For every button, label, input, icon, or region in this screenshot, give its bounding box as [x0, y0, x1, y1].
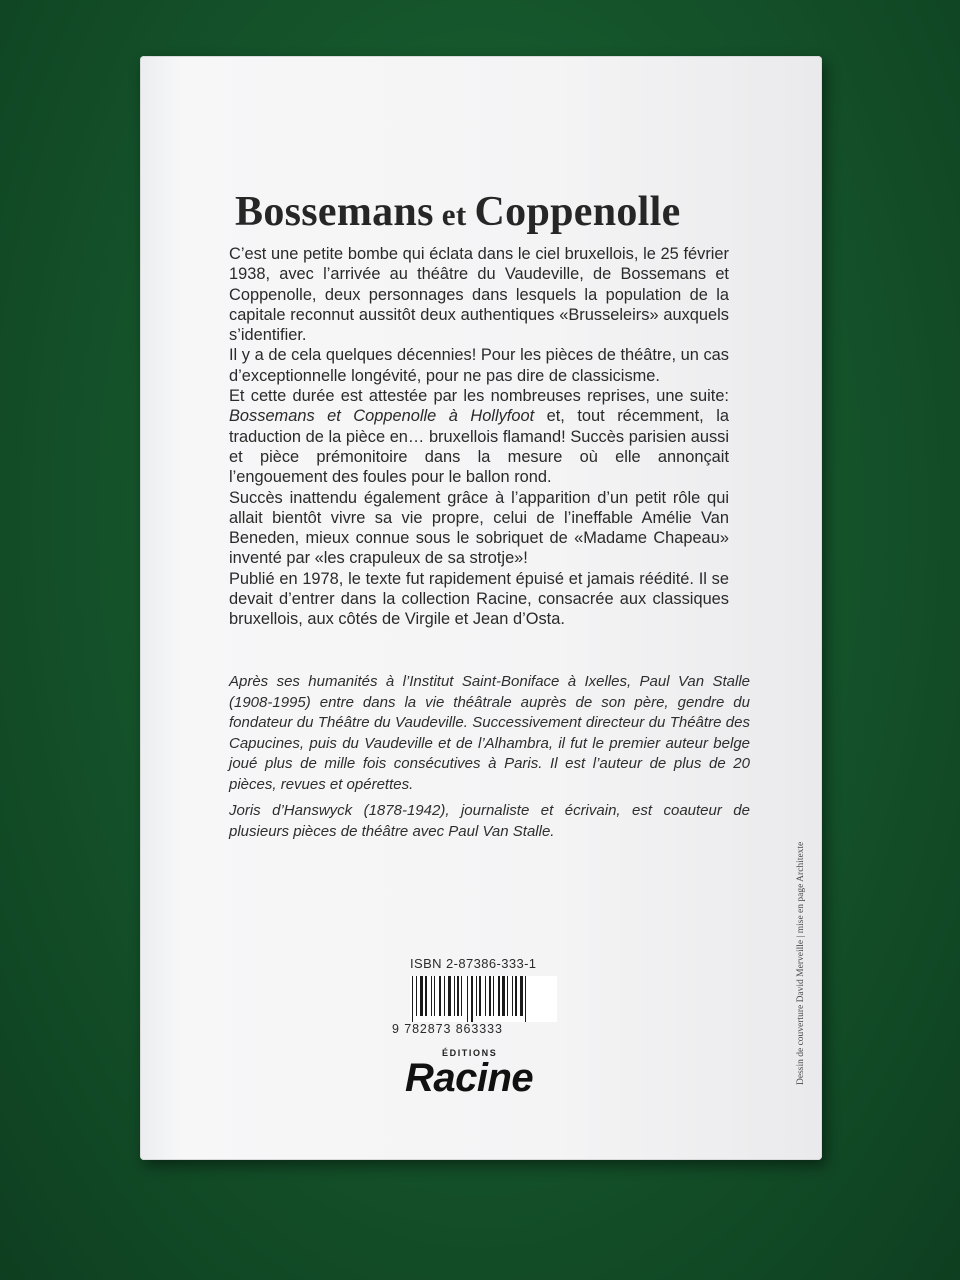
author-bio	[229, 672, 750, 848]
barcode-image	[410, 976, 557, 1022]
barcode-bar	[476, 976, 477, 1016]
barcode-bar	[471, 976, 473, 1022]
barcode-bar	[520, 976, 523, 1016]
isbn-label: ISBN 2-87386-333-1	[410, 956, 537, 971]
barcode-bar	[498, 976, 500, 1016]
blurb-reprises-italic: Bossemans et Coppenolle à Hollyfoot	[229, 407, 535, 426]
blurb-paragraph-2: Il y a de cela quelques décennies! Pour les pièces de théâtre, un cas d’exceptionnelle longévité, pour ne pas dire de classicisme.	[229, 346, 729, 385]
barcode-bar	[457, 976, 459, 1016]
barcode-bar	[425, 976, 427, 1016]
barcode-bar	[493, 976, 494, 1016]
barcode-bar	[479, 976, 481, 1016]
blurb-reprises-rest: et, tout récemment, la traduction de la pièce en… bruxellois flamand! Succès parisien aussi et pièce prémonitoire dans la mesure où elle annonçait l’engouement des foules pour le ballon rond.	[229, 407, 729, 487]
barcode-bar	[454, 976, 455, 1016]
barcode-bar	[515, 976, 517, 1016]
barcode-bar	[431, 976, 432, 1016]
barcode-bar	[434, 976, 435, 1016]
bio-joris-dhanswyck: Joris d’Hanswyck (1878-1942), journaliste et écrivain, est coauteur de plusieurs pièces de théâtre avec Paul Van Stalle.	[229, 802, 750, 840]
design-credit: Dessin de couverture David Merveille | mise en page Architexte	[796, 841, 806, 1085]
book-title	[235, 188, 735, 236]
barcode-bar	[420, 976, 423, 1016]
barcode-bar	[507, 976, 508, 1016]
blurb-paragraph-1: C’est une petite bombe qui éclata dans le ciel bruxellois, le 25 février 1938, avec l’arrivée au théâtre du Vaudeville, de Bossemans et Coppenolle, deux personnages dans lesquels la population de la capitale reconnut aussitôt deux authentiques «Brusseleirs» auxquels s’identifier.	[229, 245, 729, 345]
blurb-paragraph-5: Publié en 1978, le texte fut rapidement épuisé et jamais réédité. Il se devait d’entrer dans la collection Racine, consacrée aux classiques bruxellois, aux côtés de Virgile et Jean d’Osta.	[229, 569, 729, 629]
barcode-bar	[502, 976, 505, 1016]
publisher-logo: Racine	[405, 1056, 534, 1100]
blurb-paragraph-3	[229, 386, 729, 487]
barcode-bar	[416, 976, 417, 1016]
barcode-bar	[467, 976, 468, 1022]
barcode-bar	[512, 976, 513, 1016]
bio-paul-van-stalle: Après ses humanités à l’Institut Saint-Boniface à Ixelles, Paul Van Stalle (1908-1995) entre dans la vie théâtrale auprès de son père, gendre du fondateur du Théâtre du Vaudeville. Successivement directeur du Théâtre des Capucines, puis du Vaudeville et de l’Alhambra, il fut le premier auteur belge joué plus de mille fois consécutives à Paris. Il est l’auteur de plus de 20 pièces, revues et opérettes.	[229, 673, 750, 793]
barcode-bar	[461, 976, 462, 1016]
barcode-bar	[489, 976, 491, 1016]
barcode-bar	[448, 976, 451, 1016]
blurb-reprises-intro: Et cette durée est attestée par les nombreuses reprises, une suite:	[229, 387, 729, 406]
barcode-bar	[439, 976, 441, 1016]
barcode-bar	[525, 976, 526, 1022]
barcode-bar	[485, 976, 486, 1016]
blurb-paragraph-4: Succès inattendu également grâce à l’apparition d’un petit rôle qui allait bientôt vivre sa vie propre, celui de l’ineffable Amélie Van Beneden, mieux connue sous le sobriquet de «Madame Chapeau» inventé par «les crapuleux de sa strotje»!	[229, 488, 729, 568]
title-bossemans: Bossemans	[235, 189, 434, 235]
blurb-text	[229, 244, 729, 630]
title-et: et	[433, 197, 475, 232]
title-coppenolle: Coppenolle	[474, 189, 681, 235]
barcode-digits: 9 782873 863333	[392, 1022, 503, 1036]
publisher-editions-label: ÉDITIONS	[442, 1048, 498, 1058]
barcode-bar	[412, 976, 413, 1022]
barcode-bar	[444, 976, 445, 1016]
